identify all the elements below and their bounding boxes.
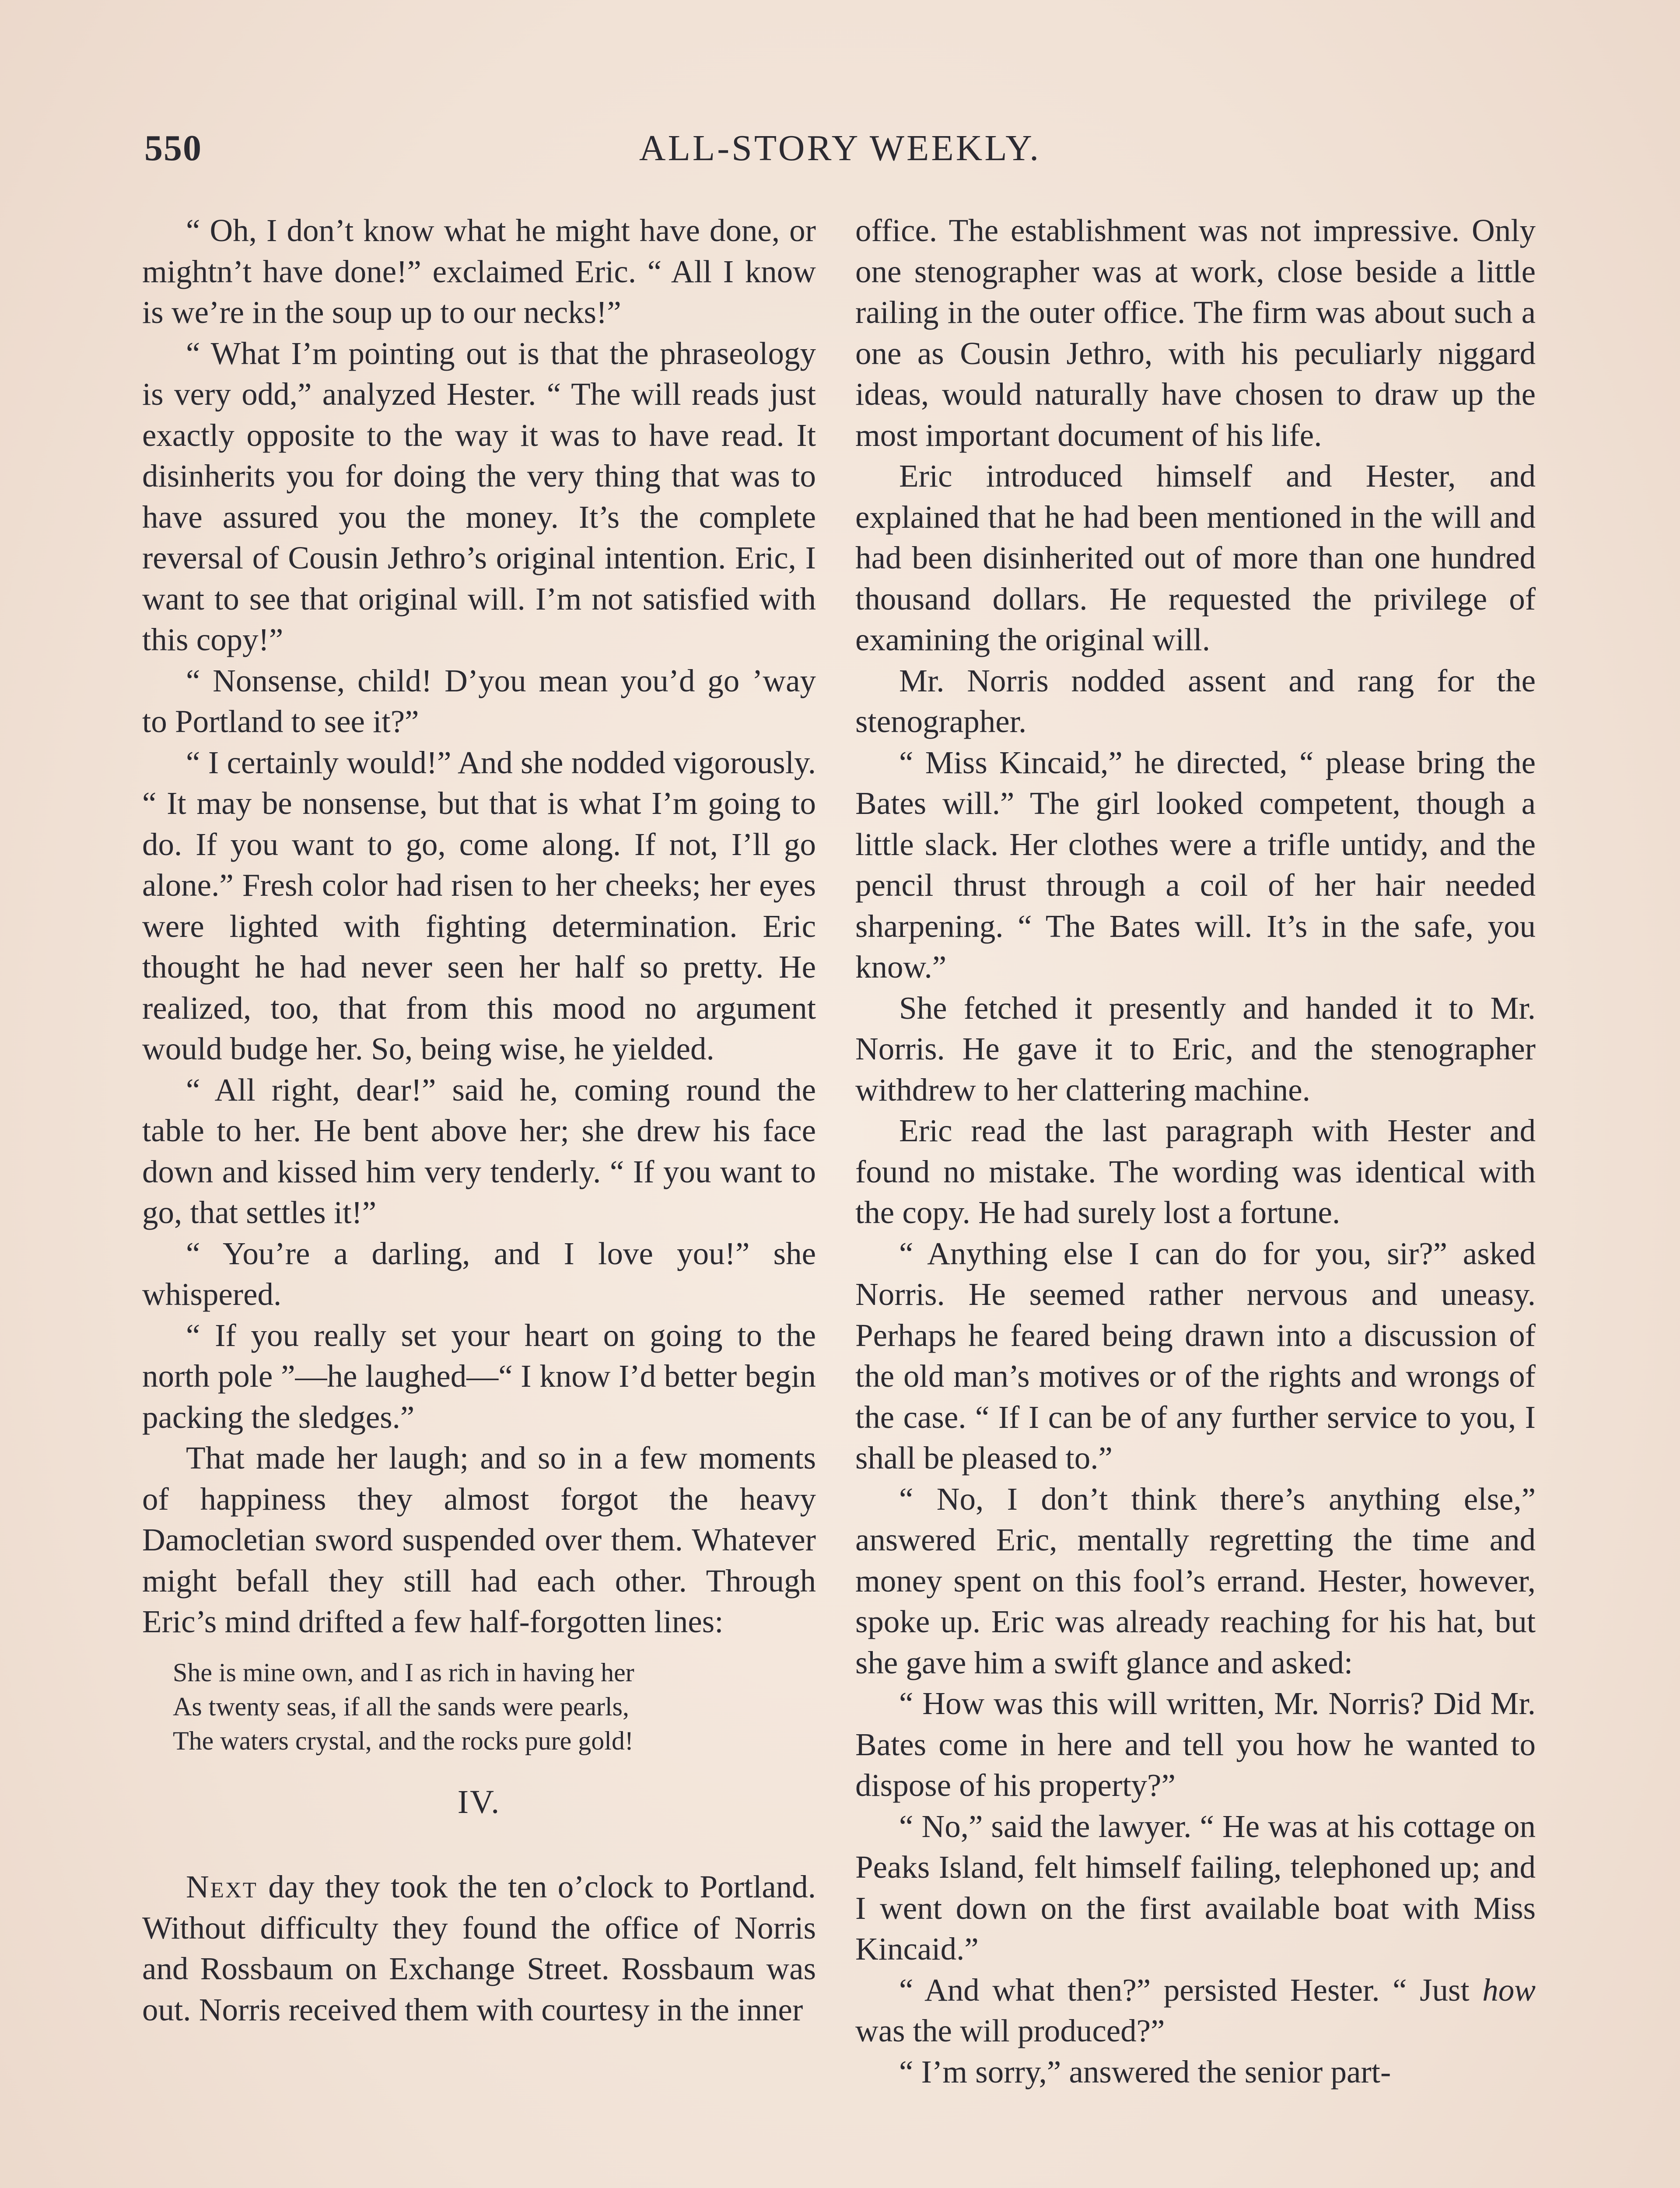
paragraph: “ Miss Kincaid,” he directed, “ please bring the Bates will.” The girl looked competent, though a little slack. Her clothes were a trifle untidy, and the pencil thrust through a coil of her hair needed sharpening. “ The Bates will. It’s in the safe, you know.”	[855, 744, 1536, 985]
page-number: 550	[144, 128, 202, 168]
left-column	[142, 210, 816, 2030]
lead-word: Next	[186, 1869, 258, 1904]
chapter-heading: IV.	[457, 1783, 501, 1820]
paragraph: Eric read the last paragraph with Hester and found no mistake. The wording was identical with the copy. He had surely lost a fortune.	[855, 1113, 1536, 1230]
emphasis-word: how	[1482, 1972, 1536, 2008]
paragraph-text: was the will produced?”	[855, 2013, 1165, 2048]
paragraph: “ How was this will written, Mr. Norris? Did Mr. Bates come in here and tell you how he wanted to dispose of his property?”	[855, 1686, 1536, 1803]
page-header	[144, 127, 1536, 175]
paragraph: “ If you really set your heart on going to the north pole ”—he laughed—“ I know I’d better begin packing the sledges.”	[142, 1317, 816, 1435]
paragraph: Mr. Norris nodded assent and rang for the stenographer.	[855, 663, 1536, 739]
paragraph: Eric introduced himself and Hester, and explained that he had been mentioned in the will and had been disinherited out of more than one hundred thousand dollars. He requested the privilege of examining the original will.	[855, 458, 1536, 657]
poem-line: As twenty seas, if all the sands were pearls,	[173, 1692, 630, 1721]
paragraph-text: “ And what then?” persisted Hester. “ Just	[899, 1972, 1483, 2008]
paragraph: She fetched it presently and handed it to Mr. Norris. He gave it to Eric, and the stenographer withdrew to her clattering machine.	[855, 990, 1536, 1108]
paragraph: “ Oh, I don’t know what he might have done, or mightn’t have done!” exclaimed Eric. “ All I know is we’re in the soup up to our necks!”	[142, 213, 816, 330]
running-title: ALL-STORY WEEKLY.	[639, 128, 1041, 168]
paragraph: “ I’m sorry,” answered the senior part-	[899, 2054, 1391, 2090]
paragraph: “ You’re a darling, and I love you!” she whispered.	[142, 1235, 816, 1312]
paragraph: office. The establishment was not impressive. Only one stenographer was at work, close beside a little railing in the outer office. The firm was about such a one as Cousin Jethro, with his peculiarly niggard ideas, would naturally have chosen to draw up the most important document of his life.	[855, 213, 1536, 453]
paragraph-text: day they took the ten o’clock to Portland. Without difficulty they found the office of Norris and Rossbaum on Exchange Street. Rossbaum was out. Norris received them with courtesy in the inner	[142, 1869, 816, 2027]
poem-line: The waters crystal, and the rocks pure gold!	[173, 1726, 634, 1755]
paragraph: “ No,” said the lawyer. “ He was at his cottage on Peaks Island, felt himself failing, telephoned up; and I went down on the first available boat with Miss Kincaid.”	[855, 1808, 1536, 1967]
paragraph	[855, 1970, 1536, 2051]
paragraph: “ What I’m pointing out is that the phraseology is very odd,” analyzed Hester. “ The will reads just exactly opposite to the way it was to have read. It disinherits you for doing the very thing that was to have assured you the money. It’s the complete reversal of Cousin Jethro’s original intention. Eric, I want to see that original will. I’m not satisfied with this copy!”	[142, 335, 816, 657]
right-column	[855, 210, 1536, 2092]
paragraph: “ Nonsense, child! D’you mean you’d go ’way to Portland to see it?”	[142, 663, 816, 739]
paragraph	[142, 1866, 816, 2030]
paragraph: “ Anything else I can do for you, sir?” asked Norris. He seemed rather nervous and uneasy. Perhaps he feared being drawn into a discussion of the old man’s motives or of the rights and wrongs of the case. “ If I can be of any further service to you, I shall be pleased to.”	[855, 1235, 1536, 1476]
poem-line: She is mine own, and I as rich in having her	[173, 1658, 634, 1687]
paragraph: That made her laugh; and so in a few moments of happiness they almost forgot the heavy Damocletian sword suspended over them. Whatever might befall they still had each other. Through Eric’s mind drifted a few half-forgotten lines:	[142, 1440, 816, 1639]
paragraph: “ No, I don’t think there’s anything else,” answered Eric, mentally regretting the time and money spent on this fool’s errand. Hester, however, spoke up. Eric was already reaching for his hat, but she gave him a swift glance and asked:	[855, 1481, 1536, 1680]
poem-quote	[173, 1655, 816, 1758]
paragraph: “ I certainly would!” And she nodded vigorously. “ It may be nonsense, but that is what I’m going to do. If you want to go, come along. If not, I’ll go alone.” Fresh color had risen to her cheeks; her eyes were lighted with fighting determination. Eric thought he had never seen her half so pretty. He realized, too, that from this mood no argument would budge her. So, being wise, he yielded.	[142, 744, 816, 1066]
paragraph: “ All right, dear!” said he, coming round the table to her. He bent above her; she drew his face down and kissed him very tenderly. “ If you want to go, that settles it!”	[142, 1072, 816, 1230]
